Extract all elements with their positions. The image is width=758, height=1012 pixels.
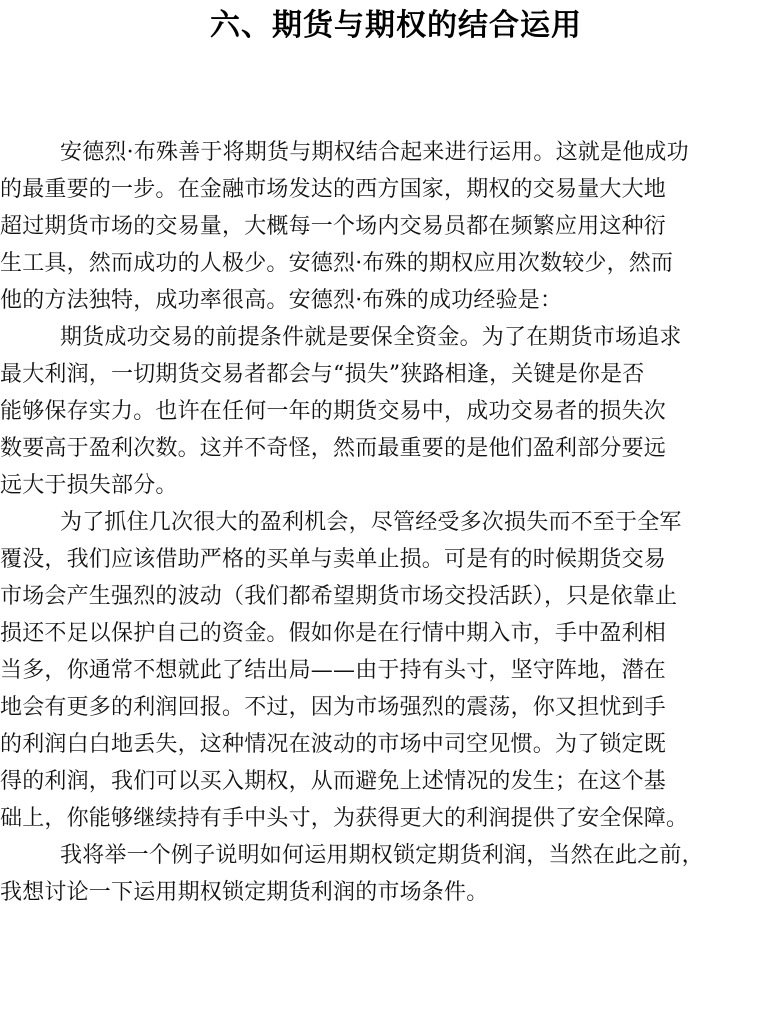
- paragraph-line: 我想讨论一下运用期权锁定期货利润的市场条件。: [0, 880, 489, 905]
- paragraph-line: 市场会产生强烈的波动（我们都希望期货市场交投活跃），只是依靠止: [0, 584, 678, 609]
- paragraph-4: [0, 837, 734, 911]
- paragraph-line: 础上，你能够继续持有手中头寸，为获得更大的利润提供了安全保障。: [0, 806, 689, 831]
- paragraph-line: 得的利润，我们可以买入期权，从而避免上述情况的发生；在这个基: [0, 769, 667, 794]
- paragraph-line: 覆没，我们应该借助严格的买单与卖单止损。可是有的时候期货交易: [0, 547, 667, 572]
- paragraph-line: 数要高于盈利次数。这并不奇怪，然而最重要的是他们盈利部分要远: [0, 436, 667, 461]
- paragraph-line: 的利润白白地丢失，这种情况在波动的市场中司空见惯。为了锁定既: [0, 732, 667, 757]
- paragraph-line: 地会有更多的利润回报。不过，因为市场强烈的震荡，你又担忧到手: [0, 695, 667, 720]
- paragraph-line: 他的方法独特，成功率很高。安德烈·布殊的成功经验是：: [0, 288, 563, 313]
- paragraph-line: 为了抓住几次很大的盈利机会，尽管经受多次损失而不至于全军: [60, 510, 682, 535]
- paragraph-line: 期货成功交易的前提条件就是要保全资金。为了在期货市场追求: [60, 325, 682, 350]
- paragraph-line: 最大利润，一切期货交易者都会与“损失”狭路相逢，关键是你是否: [0, 362, 645, 387]
- section-title: 六、期货与期权的结合运用: [210, 8, 582, 43]
- paragraph-line: 生工具，然而成功的人极少。安德烈·布殊的期权应用次数较少，然而: [0, 251, 674, 276]
- paragraph-line: 超过期货市场的交易量，大概每一个场内交易员都在频繁应用这种衍: [0, 214, 667, 239]
- paragraph-line: 损还不足以保护自己的资金。假如你是在行情中期入市，手中盈利相: [0, 621, 667, 646]
- paragraph-line: 当多，你通常不想就此了结出局——由于持有头寸，坚守阵地，潜在: [0, 658, 667, 683]
- paragraph-line: 安德烈·布殊善于将期货与期权结合起来进行运用。这就是他成功: [60, 140, 689, 165]
- paragraph-line: 的最重要的一步。在金融市场发达的西方国家，期权的交易量大大地: [0, 177, 667, 202]
- paragraph-line: 远大于损失部分。: [0, 473, 178, 498]
- document-content: [0, 134, 734, 911]
- paragraph-line: 能够保存实力。也许在任何一年的期货交易中，成功交易者的损失次: [0, 399, 667, 424]
- paragraph-3: [0, 504, 734, 837]
- paragraph-line: 我将举一个例子说明如何运用期权锁定期货利润，当然在此之前，: [60, 843, 704, 868]
- paragraph-1: [0, 134, 734, 319]
- paragraph-2: [0, 319, 734, 504]
